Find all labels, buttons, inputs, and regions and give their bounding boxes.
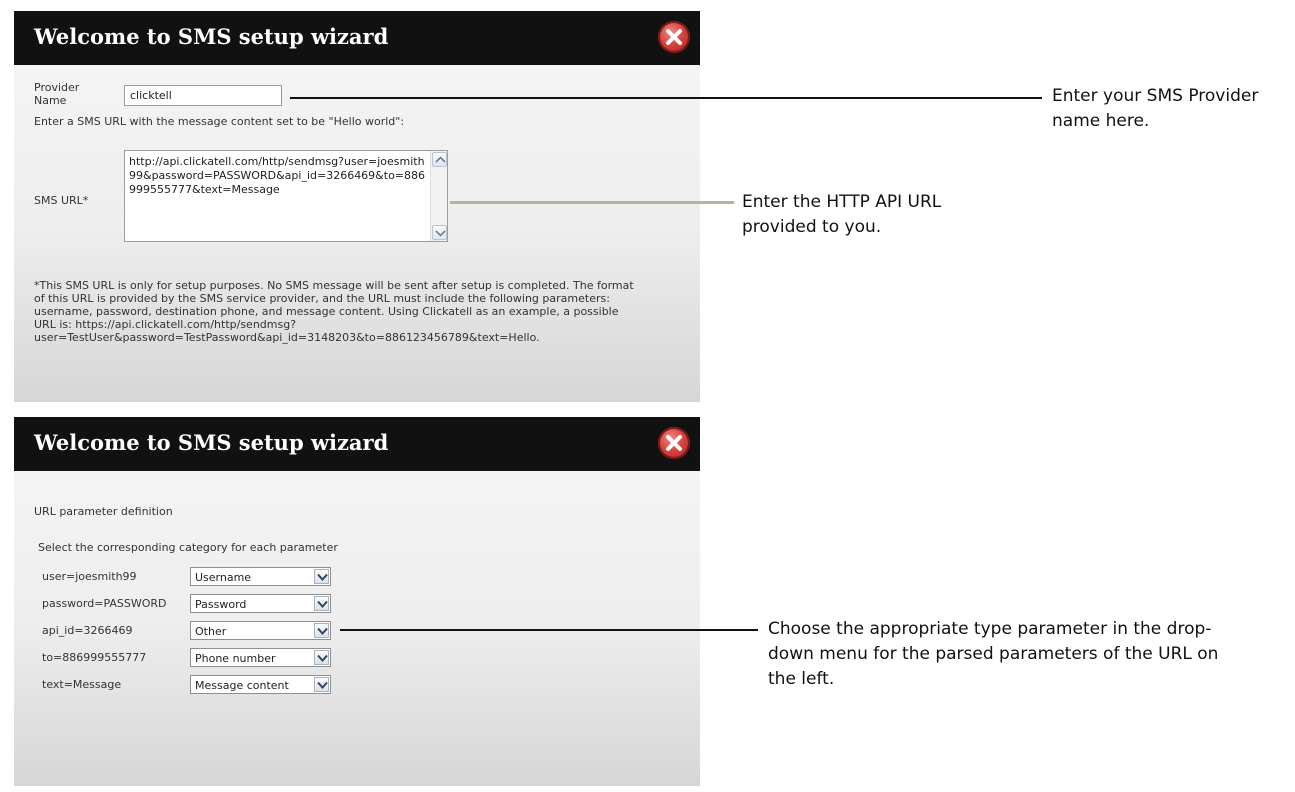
scroll-down-button[interactable] [432, 225, 447, 240]
select-value: Other [195, 625, 227, 638]
close-button[interactable] [658, 21, 690, 53]
url-callout: Enter the HTTP API URL provided to you. [742, 192, 942, 237]
parameter-name: text=Message [42, 678, 122, 691]
dropdown-button[interactable] [314, 623, 329, 638]
dropdown-button[interactable] [314, 650, 329, 665]
parameter-category-select[interactable] [190, 594, 331, 613]
chevron-down-icon [317, 681, 328, 689]
select-value: Phone number [195, 652, 276, 665]
parameter-category-select[interactable] [190, 567, 331, 586]
sms-url-instruction: Enter a SMS URL with the message content set to be "Hello world": [34, 115, 405, 128]
parameter-category-select[interactable] [190, 648, 331, 667]
sms-wizard-url-step [14, 11, 700, 402]
wizard-title: Welcome to SMS setup wizard [34, 430, 389, 455]
wizard-titlebar [14, 417, 700, 471]
select-value: Password [195, 598, 247, 611]
chevron-down-icon [317, 654, 328, 662]
chevron-down-icon [317, 600, 328, 608]
sms-url-label: SMS URL* [34, 194, 89, 207]
parameter-instruction: Select the corresponding category for each parameter [38, 541, 338, 554]
parameter-name: user=joesmith99 [42, 570, 137, 583]
wizard-title: Welcome to SMS setup wizard [34, 24, 389, 49]
dropdown-button[interactable] [314, 569, 329, 584]
select-value: Username [195, 571, 252, 584]
sms-url-note: *This SMS URL is only for setup purposes. No SMS message will be sent after setup is completed. The format of this URL is provided by the SMS service provider, and the URL must include the following parameters: username, password, destination phone, and message content. Using Clickatell as an example, a possible URL is: https://api.clickatell.com/http/sendmsg?user=TestUser&password=TestPassword&api_id=3148203&to=886123456789&text=Hello. [34, 279, 634, 344]
sms-url-scrollbar[interactable] [430, 151, 447, 241]
select-value: Message content [195, 679, 289, 692]
scroll-up-icon [435, 156, 446, 164]
dropdown-button[interactable] [314, 596, 329, 611]
parameter-section-label: URL parameter definition [34, 505, 173, 518]
url-callout-line [450, 201, 734, 204]
provider-name-label: Provider Name [34, 81, 80, 107]
parameter-category-select[interactable] [190, 675, 331, 694]
sms-wizard-parameter-step [14, 417, 700, 786]
scroll-down-icon [435, 229, 446, 237]
params-callout-line [340, 629, 758, 631]
parameter-name: password=PASSWORD [42, 597, 167, 610]
chevron-down-icon [317, 573, 328, 581]
close-button[interactable] [658, 427, 690, 459]
scroll-up-button[interactable] [432, 152, 447, 167]
provider-callout: Enter your SMS Provider name here. [1052, 86, 1259, 131]
provider-name-value: clicktell [130, 89, 172, 102]
close-icon [658, 427, 690, 459]
dropdown-button[interactable] [314, 677, 329, 692]
close-icon [658, 21, 690, 53]
provider-callout-line [290, 97, 1042, 99]
parameter-name: api_id=3266469 [42, 624, 133, 637]
wizard-titlebar [14, 11, 700, 65]
params-callout: Choose the appropriate type parameter in the drop-down menu for the parsed parameters of the URL on the left. [768, 619, 1219, 689]
sms-url-value: http://api.clickatell.com/http/sendmsg?user=joesmith99&password=PASSWORD&api_id=3266469&to=886999555777&text=Message [129, 155, 426, 196]
parameter-name: to=886999555777 [42, 651, 147, 664]
sms-url-textarea[interactable] [124, 150, 448, 242]
provider-name-input[interactable] [124, 85, 282, 106]
chevron-down-icon [317, 627, 328, 635]
parameter-category-select[interactable] [190, 621, 331, 640]
